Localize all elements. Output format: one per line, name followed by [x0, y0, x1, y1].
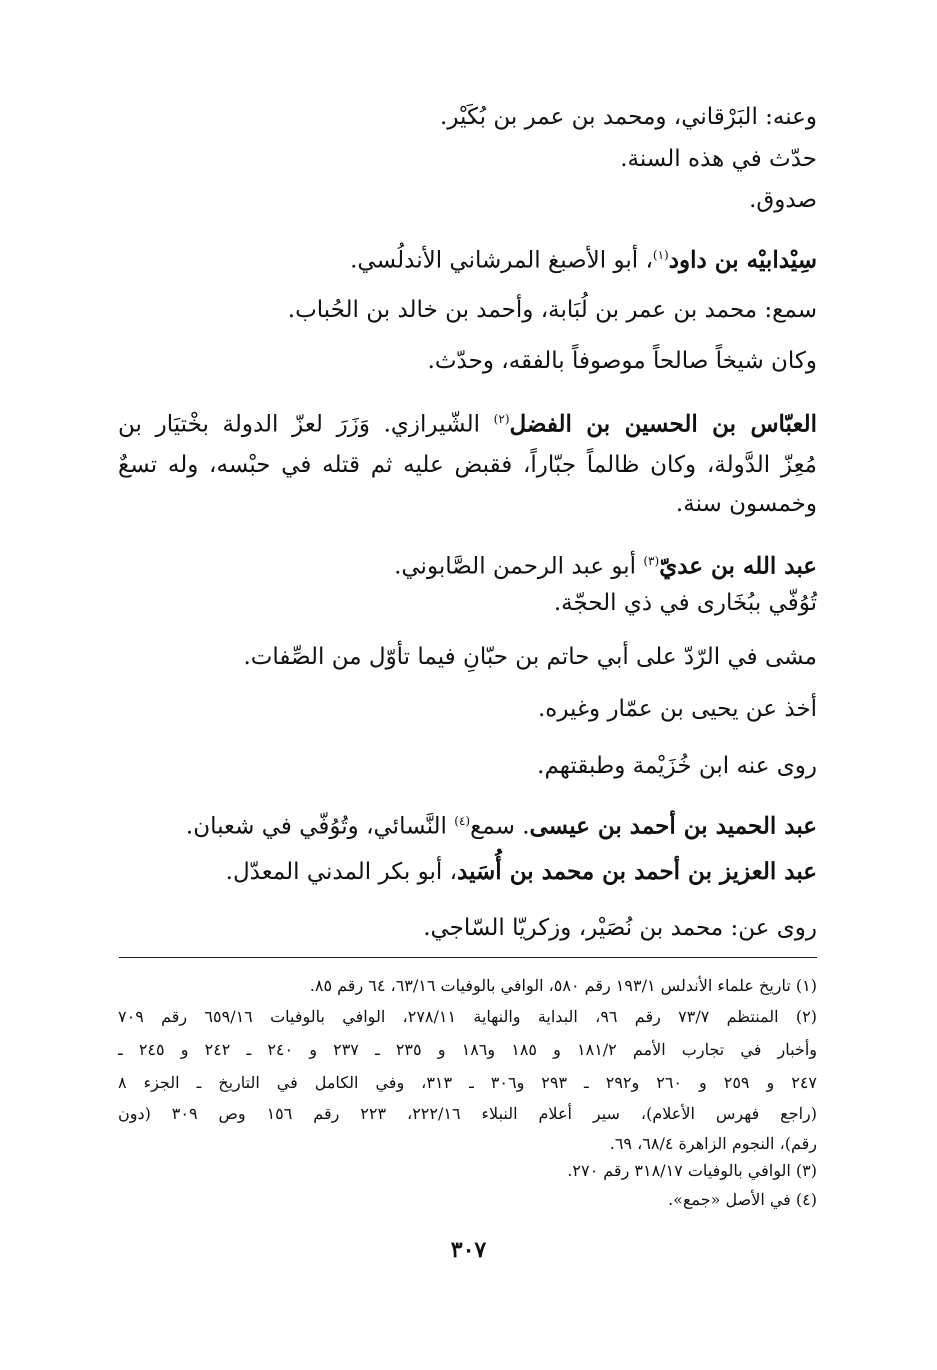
entry-text: النَّسائي، وتُوُفّي في شعبان. — [185, 813, 455, 840]
footnote: (٤) في الأصل «جمع». — [668, 1190, 817, 1209]
entry-text: ، أبو الأصبغ المرشاني الأندلُسي. — [350, 247, 653, 274]
text-line: أخذ عن يحيى بن عمّار وغيره. — [538, 696, 817, 722]
footnote: ٢٤٧ و ٢٥٩ و ٢٦٠ و٢٩٢ ـ ٢٩٣ و٣٠٦ ـ ٣١٣، وفي الكامل في التاريخ ـ الجزء ٨ — [118, 1073, 818, 1092]
entry-text: الشّيرازي. وَزَرَ لعزّ الدولة بخْتيَار بن — [118, 411, 494, 438]
entry-text: ، أبو بكر المدني المعدّل. — [225, 859, 458, 885]
entry-name: عبد الحميد بن أحمد بن عيسى — [529, 812, 817, 840]
footnote: (١) تاريخ علماء الأندلس ١٩٣/١ رقم ٥٨٠، الوافي بالوفيات ٦٣/١٦، ٦٤ رقم ٨٥. — [309, 976, 817, 995]
text-line: مشى في الرّدّ على أبي حاتم بن حبّانِ فيما تأوّل من الصِّفات. — [243, 644, 817, 670]
entry-text: . سمع — [470, 813, 530, 840]
footnote-ref: (٤) — [454, 814, 471, 828]
page-number: ٣٠٧ — [450, 1237, 487, 1263]
footnote: (راجع فهرس الأعلام)، سير أعلام النبلاء ٢٢٢/١٦، ٢٢٣ رقم ١٥٦ وص ٣٠٩ (دون — [118, 1104, 817, 1123]
entry-name: سِيْدابيْه بن داود — [668, 246, 817, 274]
entry-name: عبد العزيز بن أحمد بن محمد بن أُسَيد — [457, 858, 817, 885]
text-line: وعنه: البَرْقاني، ومحمد بن عمر بن بُكَيْر. — [440, 104, 817, 130]
text-line: سمع: محمد بن عمر بن لُبَابة، وأحمد بن خالد بن الحُباب. — [287, 297, 817, 323]
footnote-ref: (١) — [652, 248, 669, 262]
footnote: (٢) المنتظم ٧٣/٧ رقم ٩٦، البداية والنهاية ٢٧٨/١١، الوافي بالوفيات ٦٥٩/١٦ رقم ٧٠٩ — [118, 1007, 817, 1026]
entry-name: العبّاس بن الحسين بن الفضل — [509, 410, 817, 438]
text-line: روى عن: محمد بن نُصَيْر، وزكريّا السّاجي. — [423, 915, 817, 941]
entry-hamid — [186, 804, 817, 844]
entry-abbas — [118, 402, 817, 442]
text-line: وخمسون سنة. — [675, 491, 817, 517]
footnote: (٣) الوافي بالوفيات ٣١٨/١٧ رقم ٢٧٠. — [567, 1161, 817, 1180]
footnote: رقم)، النجوم الزاهرة ٦٨/٤، ٦٩. — [609, 1134, 817, 1153]
entry-name: عبد الله بن عديّ — [659, 552, 817, 580]
footnote-separator — [119, 957, 817, 958]
entry-text: أبو عبد الرحمن الصَّابوني. — [394, 553, 644, 580]
text-line: مُعِزّ الدَّولة، وكان ظالماً جبّاراً، فقبض عليه ثم قتله في حبْسه، وله تسعٌ — [118, 452, 817, 478]
text-line: حدّث في هذه السنة. — [620, 146, 817, 172]
text-line: تُوُفّي ببُخَارى في ذي الحجّة. — [553, 590, 817, 616]
entry-sidabih — [350, 238, 817, 278]
text-line: روى عنه ابن خُزَيْمة وطبقتهم. — [537, 753, 817, 779]
entry-aziz — [226, 855, 817, 889]
footnote-ref: (٣) — [643, 554, 660, 568]
text-line: وكان شيخاً صالحاً موصوفاً بالفقه، وحدّث. — [427, 348, 817, 374]
footnote: وأخبار في تجارب الأمم ١٨١/٢ و ١٨٥ و١٨٦ و ٢٣٥ ـ ٢٣٧ و ٢٤٠ ـ ٢٤٢ و ٢٤٥ ـ — [118, 1040, 817, 1059]
text-line: صدوق. — [749, 187, 817, 213]
footnote-ref: (٢) — [493, 412, 510, 426]
entry-adi — [394, 544, 817, 584]
